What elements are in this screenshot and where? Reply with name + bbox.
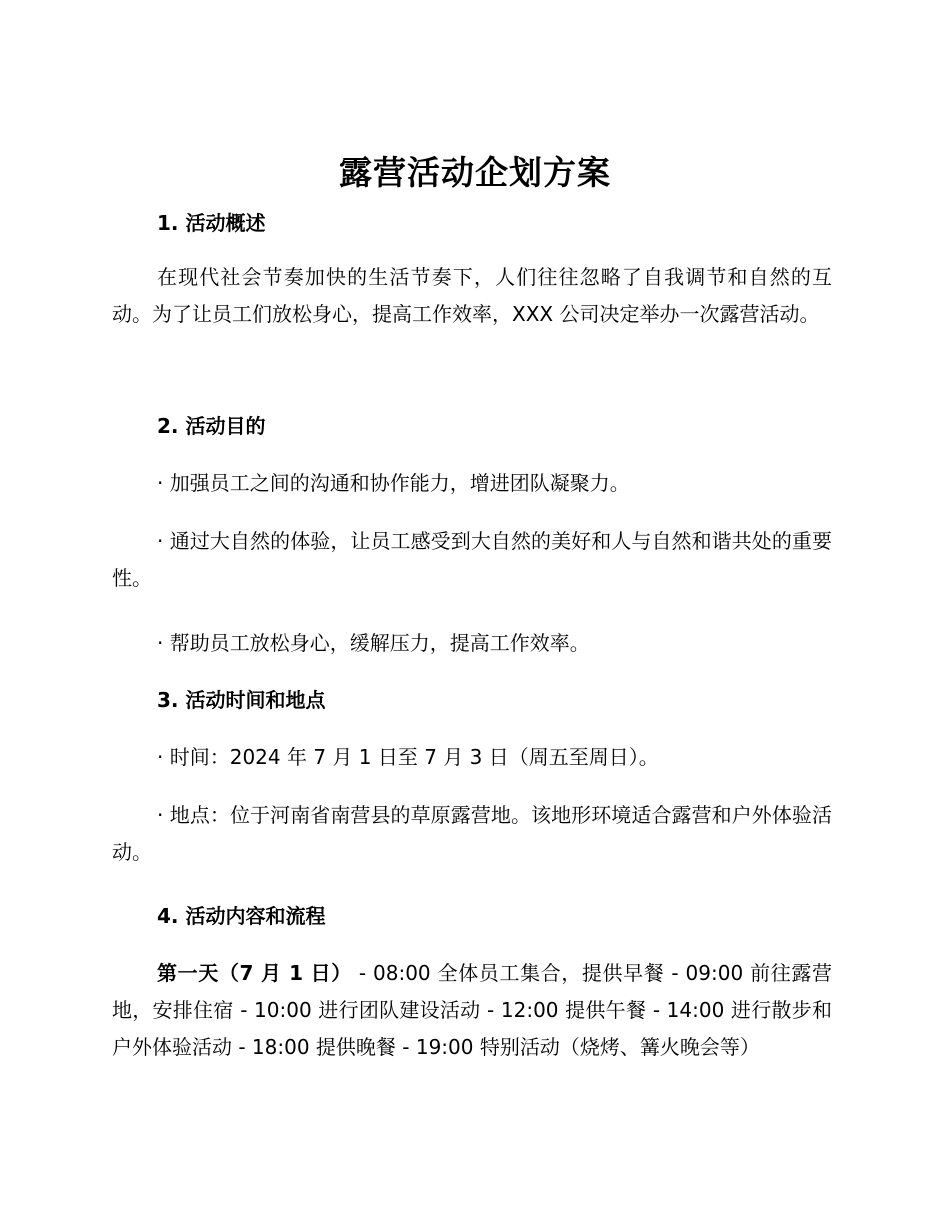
document-title: 露营活动企划方案 <box>339 153 611 192</box>
section-heading-purpose: 2. 活动目的 <box>157 414 266 438</box>
overview-paragraph: 在现代社会节奏加快的生活节奏下，人们往往忽略了自我调节和自然的互动。为了让员工们放松身心，提高工作效率，XXX 公司决定举办一次露营活动。 <box>112 265 832 326</box>
day1-label: 第一天（7 月 1 日） <box>157 961 352 985</box>
purpose-item-2: · 通过大自然的体验，让员工感受到大自然的美好和人与自然和谐共处的重要性。 <box>112 529 832 590</box>
day1-schedule <box>112 955 832 1066</box>
location-item: · 地点：位于河南省南营县的草原露营地。该地形环境适合露营和户外体验活动。 <box>112 803 832 864</box>
day1-text: - 08:00 全体员工集合，提供早餐 - 09:00 前往露营地，安排住宿 - 10:00 进行团队建设活动 - 12:00 提供午餐 - 14:00 进行散步和户外体验活动 - 18:00 提供晚餐 - 19:00 特别活动（烧烤、篝火晚会等） <box>112 961 832 1059</box>
purpose-item-3: · 帮助员工放松身心，缓解压力，提高工作效率。 <box>157 631 590 655</box>
section-heading-overview: 1. 活动概述 <box>157 211 266 235</box>
section-heading-content-flow: 4. 活动内容和流程 <box>157 904 326 928</box>
section-heading-time-location: 3. 活动时间和地点 <box>157 688 326 712</box>
time-item: · 时间：2024 年 7 月 1 日至 7 月 3 日（周五至周日）。 <box>157 745 659 769</box>
purpose-item-1: · 加强员工之间的沟通和协作能力，增进团队凝聚力。 <box>157 471 630 495</box>
